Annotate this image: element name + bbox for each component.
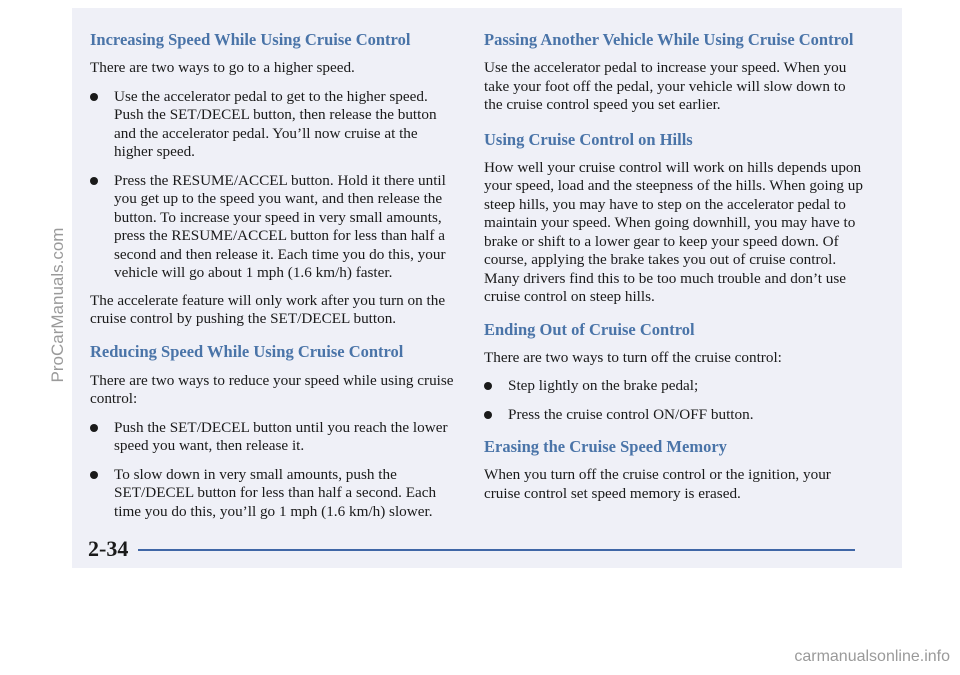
paragraph: There are two ways to go to a higher speed. <box>90 59 355 76</box>
bullet-icon <box>90 424 98 432</box>
bottom-watermark: carmanualsonline.info <box>794 648 950 665</box>
list-item <box>90 88 460 162</box>
list-item-text: Press the cruise control ON/OFF button. <box>508 405 754 423</box>
section-heading-erasing-memory: Erasing the Cruise Speed Memory <box>484 437 727 456</box>
page-number: 2-34 <box>88 536 129 561</box>
section-heading-reducing-speed: Reducing Speed While Using Cruise Control <box>90 341 404 361</box>
section-heading-passing-vehicle: Passing Another Vehicle While Using Cruise Control <box>484 30 854 49</box>
list-item <box>90 172 460 283</box>
paragraph: There are two ways to reduce your speed while using cruise control: <box>90 371 454 407</box>
list-item <box>90 466 460 522</box>
side-watermark-text: ProCarManuals.com <box>48 227 67 383</box>
list-item <box>484 406 866 425</box>
list-item <box>484 377 866 396</box>
paragraph: When you turn off the cruise control or the ignition, your cruise control set speed memory is erased. <box>484 466 831 502</box>
list-item-text: Push the SET/DECEL button until you reach the lower speed you want, then release it. <box>114 418 448 454</box>
section-heading-increasing-speed: Increasing Speed While Using Cruise Control <box>90 30 411 49</box>
paragraph: There are two ways to turn off the cruise control: <box>484 348 782 366</box>
paragraph: The accelerate feature will only work after you turn on the cruise control by pushing the SET/DECEL button. <box>90 291 446 327</box>
bullet-icon <box>484 411 492 419</box>
paragraph: How well your cruise control will work on hills depends upon your speed, load and the steepness of the hills. When going up steep hills, you may have to step on the accelerator pedal to maintain your speed. When going downhill, you may have to brake or shift to a lower gear to keep your speed down. Of course, applying the brake takes you out of cruise control. Many drivers find this to be too much trouble and don’t use cruise control on steep hills. <box>484 158 863 305</box>
bullet-icon <box>484 382 492 390</box>
bullet-list <box>90 419 460 522</box>
bullet-icon <box>90 93 98 101</box>
list-item <box>90 419 460 456</box>
side-watermark <box>48 200 68 410</box>
list-item-text: Use the accelerator pedal to get to the higher speed. Push the SET/DECEL button, then release the button and the accelerator pedal. You’ll now cruise at the higher speed. <box>114 87 437 160</box>
section-heading-ending: Ending Out of Cruise Control <box>484 319 695 339</box>
section-heading-hills: Using Cruise Control on Hills <box>484 129 693 149</box>
footer-rule <box>138 549 855 551</box>
list-item-text: Press the RESUME/ACCEL button. Hold it there until you get up to the speed you want, and then release the button. To increase your speed in very small amounts, press the RESUME/ACCEL button for less than half a second and then release it. Each time you do this, your vehicle will go about 1 mph (1.6 km/h) faster. <box>114 171 446 281</box>
bullet-icon <box>90 177 98 185</box>
paragraph: Use the accelerator pedal to increase your speed. When you take your foot off the pedal, your vehicle will slow down to the cruise control speed you set earlier. <box>484 59 847 113</box>
bullet-list <box>90 88 460 283</box>
left-column <box>90 30 460 521</box>
bullet-icon <box>90 471 98 479</box>
bullet-list <box>484 377 866 424</box>
list-item-text: To slow down in very small amounts, push the SET/DECEL button for less than half a second. Each time you do this, you’ll go 1 mph (1.6 km/h) slower. <box>114 465 437 520</box>
list-item-text: Step lightly on the brake pedal; <box>508 377 699 394</box>
right-column <box>484 30 866 503</box>
